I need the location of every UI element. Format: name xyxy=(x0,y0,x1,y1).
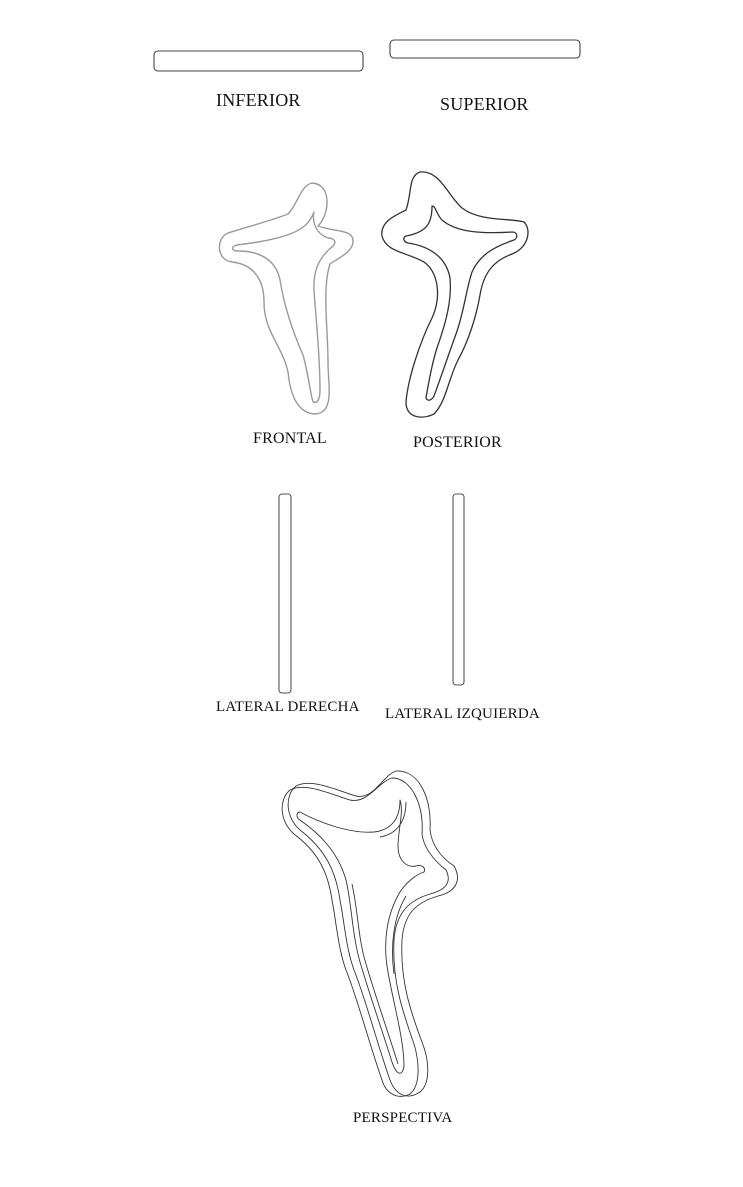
frontal-view-label: FRONTAL xyxy=(253,430,327,447)
posterior-view-label: POSTERIOR xyxy=(413,434,502,451)
perspectiva-front-face-inner-outline xyxy=(297,800,425,1073)
posterior-view-outer-outline xyxy=(382,172,528,417)
superior-view-label: SUPERIOR xyxy=(440,94,529,114)
lateral-izquierda-view-outline xyxy=(453,494,464,685)
perspectiva-view xyxy=(282,771,457,1096)
perspectiva-back-face-outline xyxy=(288,771,457,1096)
posterior-view xyxy=(382,172,528,417)
lateral-izquierda-view-label: LATERAL IZQUIERDA xyxy=(385,706,540,722)
posterior-view-inner-outline xyxy=(404,206,517,400)
frontal-view-outer-outline xyxy=(219,183,353,414)
lateral-derecha-view-outline xyxy=(279,494,291,693)
perspectiva-view-label: PERSPECTIVA xyxy=(353,1110,453,1126)
inferior-view-label: INFERIOR xyxy=(216,90,301,110)
frontal-view xyxy=(219,183,353,414)
superior-view-outline xyxy=(390,40,580,58)
inferior-view-outline xyxy=(154,51,363,71)
lateral-derecha-view-label: LATERAL DERECHA xyxy=(216,699,360,715)
frontal-view-inner-outline xyxy=(233,212,335,402)
